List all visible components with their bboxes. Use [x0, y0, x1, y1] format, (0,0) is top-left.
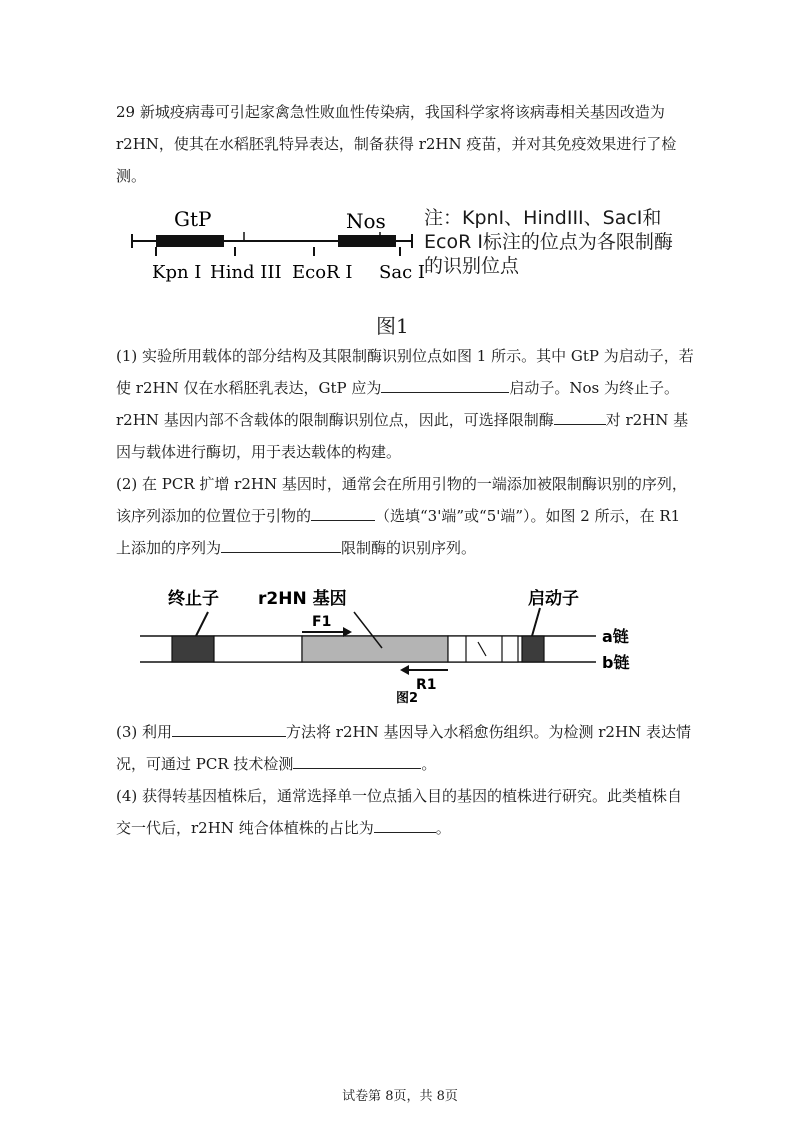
question-1: (1) 实验所用载体的部分结构及其限制酶识别位点如图 1 所示。其中 GtP 为启动子，若使 r2HN 仅在水稻胚乳表达，GtP 应为 启动子。Nos 为终止子。r2HN 基因内部不含载体的限制酶识别位点，因此，可选择限制酶 对 r2HN 基因与载体进行酶切，用于表达载体的构建。	[116, 347, 694, 461]
gene-label: r2HN 基因	[258, 589, 347, 609]
promoter-box	[522, 636, 544, 662]
nos-block	[338, 235, 396, 247]
q2-blank-1[interactable]	[311, 502, 375, 521]
q2-blank-2[interactable]	[221, 534, 341, 553]
nos-label: Nos	[346, 209, 386, 233]
q1-blank-2[interactable]	[554, 406, 606, 425]
figure-2-gene-diagram	[140, 582, 660, 710]
intro-text: 29 新城疫病毒可引起家禽急性败血性传染病，我国科学家将该病毒相关基因改造为 r2HN，使其在水稻胚乳特异表达，制备获得 r2HN 疫苗，并对其免疫效果进行了检测。	[116, 103, 677, 185]
q4-blank-1[interactable]	[374, 814, 436, 833]
sac-label: Sac I	[379, 262, 425, 283]
hind-label: Hind III	[210, 262, 282, 283]
q3-blank-2[interactable]	[293, 750, 421, 769]
question-3: (3) 利用 方法将 r2HN 基因导入水稻愈伤组织。为检测 r2HN 表达情况，可通过 PCR 技术检测 。	[116, 716, 696, 780]
r1-label: R1	[416, 677, 437, 693]
strand-b-label: b链	[602, 653, 630, 672]
figure-1-caption: 图1	[376, 314, 409, 338]
page-footer: 试卷第 8页，共 8页	[342, 1089, 458, 1104]
question-4: (4) 获得转基因植株后，通常选择单一位点插入目的基因的植株进行研究。此类植株自交一代后，r2HN 纯合体植株的占比为 。	[116, 787, 683, 837]
gtp-label: GtP	[174, 207, 212, 231]
strand-a-label: a链	[602, 627, 629, 646]
question-2: (2) 在 PCR 扩增 r2HN 基因时，通常会在所用引物的一端添加被限制酶识别的序列，该序列添加的位置位于引物的 （选填“3'端”或“5'端”）。如图 2 所示，在 R1 上添加的序列为 限制酶的识别序列。	[116, 475, 687, 557]
terminator-label: 终止子	[168, 589, 219, 609]
f1-label: F1	[312, 614, 332, 630]
ecor-label: EcoR I	[292, 262, 353, 283]
figure-1-note: 注：KpnI、HindIII、SacI和EcoR I标注的位点为各限制酶的识别位点	[424, 207, 673, 277]
q3-blank-1[interactable]	[172, 718, 286, 737]
kpn-label: Kpn I	[152, 262, 202, 283]
q1-blank-1[interactable]	[381, 374, 509, 393]
promoter-label: 启动子	[528, 589, 579, 609]
figure-2-caption: 图2	[396, 691, 419, 706]
terminator-box	[172, 636, 214, 662]
figure-1-vector-diagram	[128, 206, 428, 296]
gtp-block	[156, 235, 224, 247]
